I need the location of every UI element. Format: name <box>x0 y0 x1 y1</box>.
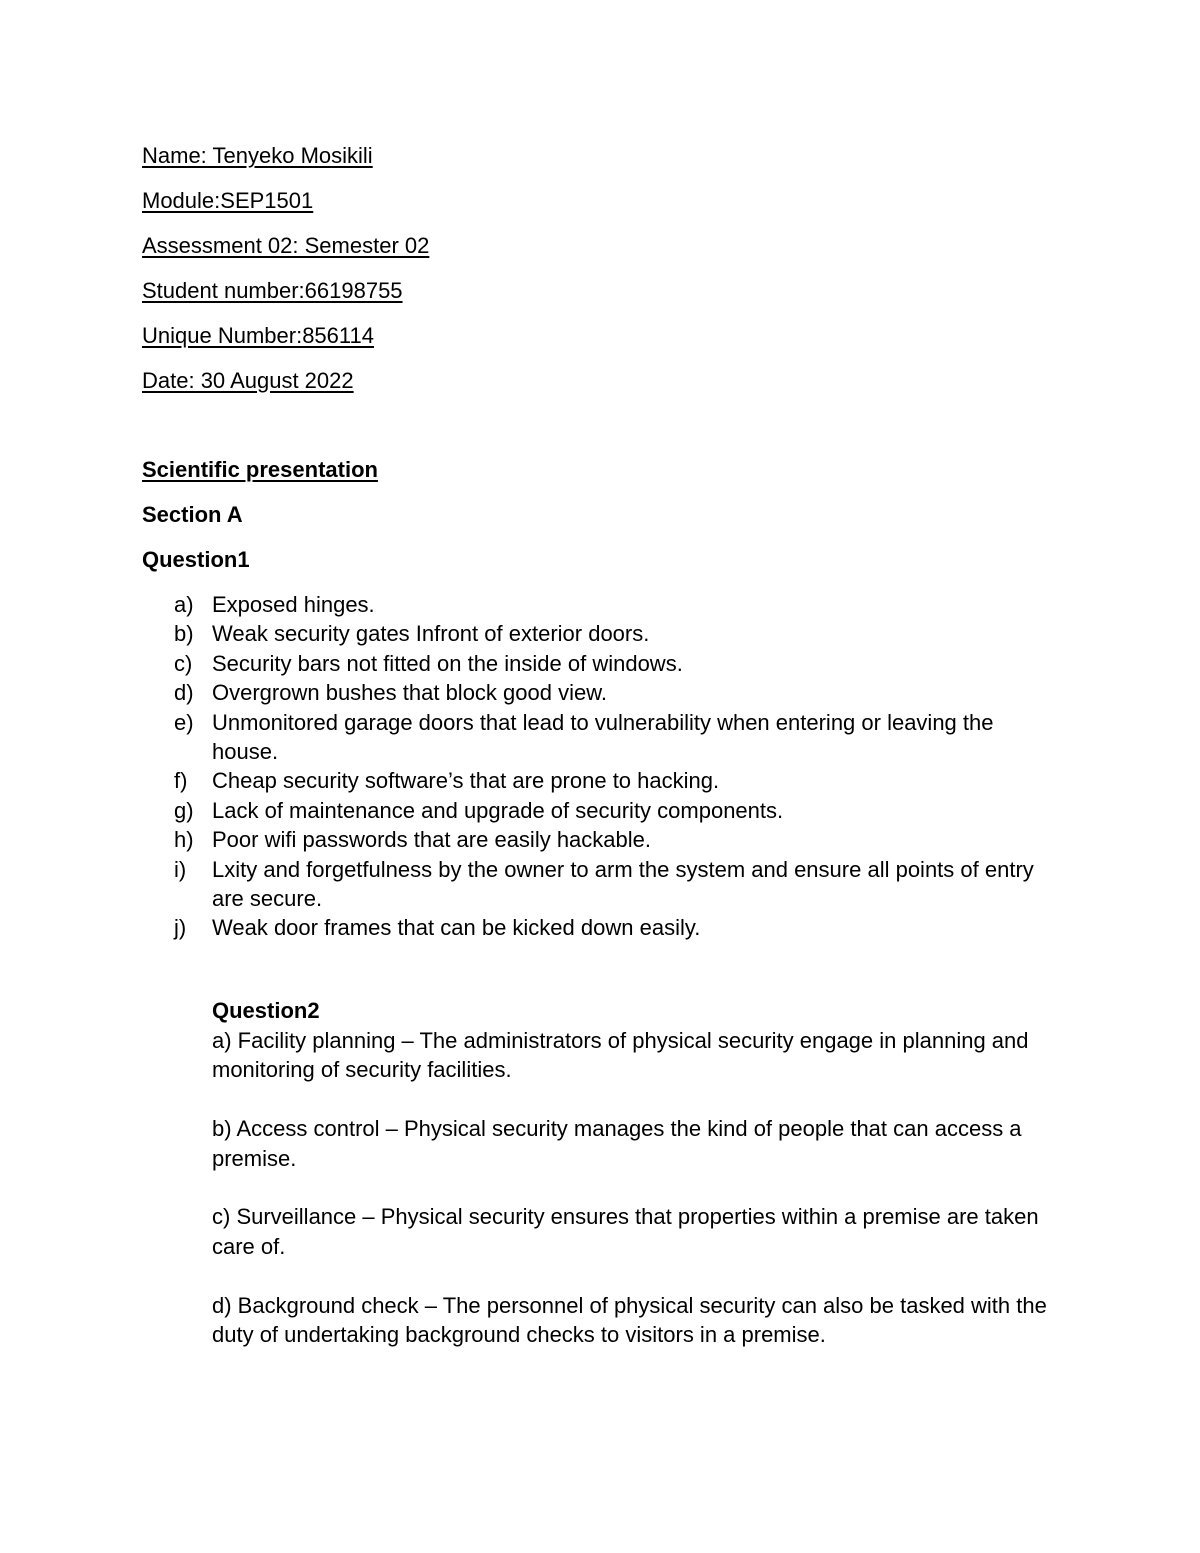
list-item <box>142 855 1062 914</box>
list-marker: h) <box>174 827 194 853</box>
list-item-text: Security bars not fitted on the inside of windows. <box>212 650 683 676</box>
list-item <box>142 708 1062 767</box>
list-item-text: Exposed hinges. <box>212 592 375 617</box>
list-item <box>142 825 1062 854</box>
question1-heading: Question1 <box>142 547 250 572</box>
list-marker: f) <box>174 768 188 794</box>
student-name: Name: Tenyeko Mosikili <box>142 143 373 168</box>
list-item-text: Poor wifi passwords that are easily hackable. <box>212 827 651 853</box>
question2-paragraph: c) Surveillance – Physical security ensures that properties within a premise are taken care of. <box>212 1204 1039 1259</box>
list-item-text: Lack of maintenance and upgrade of security components. <box>212 797 784 823</box>
list-marker: e) <box>174 709 194 735</box>
list-item-text: Weak security gates Infront of exterior doors. <box>212 621 650 647</box>
list-item-text: Weak door frames that can be kicked down easily. <box>212 915 701 941</box>
question2-paragraph: a) Facility planning – The administrators of physical security engage in planning and monitoring of security facilities. <box>212 1028 1029 1083</box>
unique-number: Unique Number:856114 <box>142 323 374 348</box>
list-item <box>142 913 1062 942</box>
question1-list <box>142 590 1062 943</box>
list-marker: a) <box>174 592 194 617</box>
question2-paragraph: b) Access control – Physical security manages the kind of people that can access a premise. <box>212 1116 1022 1171</box>
assessment-info: Assessment 02: Semester 02 <box>142 233 430 258</box>
list-marker: d) <box>174 680 194 706</box>
list-item-text: Overgrown bushes that block good view. <box>212 680 608 706</box>
question2-section <box>212 996 1062 1349</box>
module-code: Module:SEP1501 <box>142 188 314 213</box>
document-title: Scientific presentation <box>142 457 378 482</box>
list-marker: j) <box>174 915 187 941</box>
list-marker: b) <box>174 621 194 647</box>
list-marker: i) <box>174 856 187 882</box>
list-item <box>142 796 1062 825</box>
submission-date: Date: 30 August 2022 <box>142 368 354 393</box>
list-item-text: Unmonitored garage doors that lead to vulnerability when entering or leaving the house. <box>212 709 994 765</box>
question2-heading: Question2 <box>212 998 320 1023</box>
list-item <box>142 590 1062 619</box>
list-marker: g) <box>174 797 194 823</box>
list-item <box>142 678 1062 707</box>
student-number: Student number:66198755 <box>142 278 403 303</box>
question2-paragraph: d) Background check – The personnel of physical security can also be tasked with the duty of undertaking background checks to visitors in a premise. <box>212 1292 1047 1348</box>
list-item-text: Cheap security software’s that are prone to hacking. <box>212 768 720 794</box>
list-item <box>142 766 1062 795</box>
list-item <box>142 619 1062 648</box>
section-heading: Section A <box>142 502 243 527</box>
list-marker: c) <box>174 650 193 676</box>
list-item <box>142 649 1062 678</box>
list-item-text: Lxity and forgetfulness by the owner to arm the system and ensure all points of entry are secure. <box>212 856 1034 912</box>
